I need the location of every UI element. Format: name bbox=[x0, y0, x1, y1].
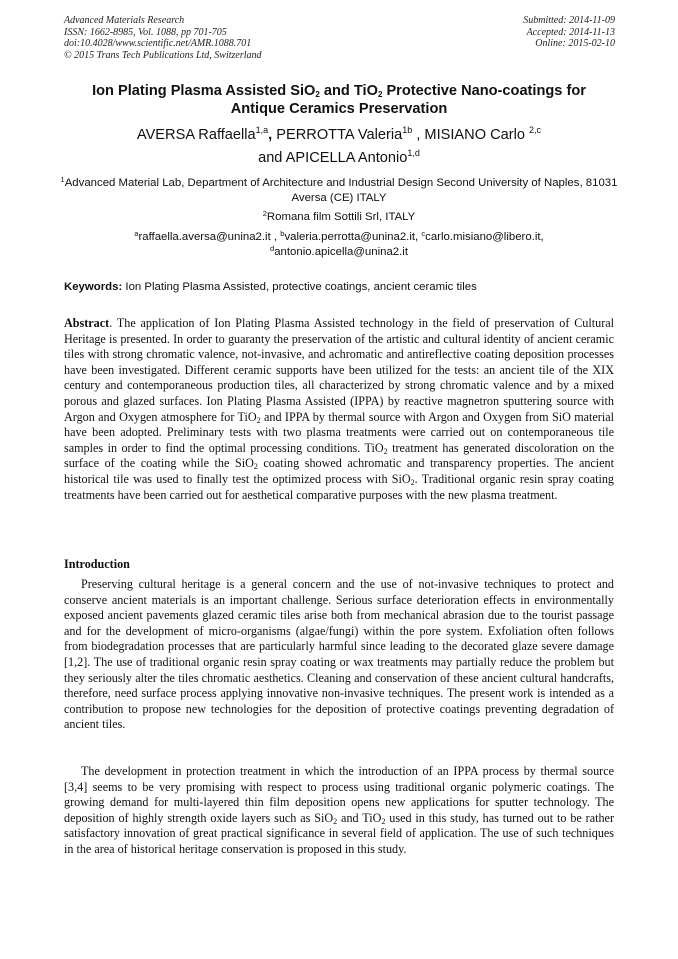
email-superscript: d bbox=[270, 243, 275, 253]
keywords-text: Ion Plating Plasma Assisted, protective coatings, ancient ceramic tiles bbox=[122, 281, 477, 293]
email-superscript: b bbox=[280, 229, 285, 238]
email-address: raffaella.aversa@unina2.it bbox=[138, 231, 271, 243]
paragraph-text: used in this study, has turned out to be rather satisfactory innovation of great practical significance in several field of application. The use of such techniques in the area of historical heritage conservation is proposed in this study. bbox=[64, 810, 614, 856]
email-superscript: c bbox=[421, 229, 426, 238]
author-name: and APICELLA Antonio bbox=[258, 150, 408, 166]
author-superscript: 1,d bbox=[407, 148, 420, 158]
abstract-text: . The application of Ion Plating Plasma Assisted technology in the field of preservation of Cultural Heritage is presented. In order to guaranty the preservation of the artistic and cultural identity of ancient ceramic tiles with strong chromatic valence, not-invasive, and achromatic and antireflective coating deposition processes have been investigated. Different ceramic supports have been utilized for the tests: an ancient tile of the XIX century and contemporaneous production tiles, all characterized by strong chromatic valence and by a mixed porous and glazed surfaces. Ion Plating Plasma Assisted (IPPA) by reactive magnetron sputtering source with Argon and Oxygen atmosphere for TiO bbox=[64, 316, 614, 424]
abstract-label: Abstract bbox=[64, 316, 110, 330]
submitted-date: Submitted: 2014-11-09 bbox=[523, 15, 615, 26]
keywords-label: Keywords: bbox=[64, 281, 123, 293]
title-subscript: 2 bbox=[377, 90, 383, 99]
journal-header-left bbox=[64, 15, 262, 61]
abstract-subscript: 2 bbox=[253, 462, 258, 472]
abstract-subscript: 2 bbox=[256, 415, 261, 425]
introduction-paragraph-1: Preserving cultural heritage is a general concern and the use of not-invasive techniques to protect and conserve ancient materials is an important challenge. Serious surface deterioration effects in environmentally exposed ancient pavements glazed ceramic tiles arise both from mechanical abrasion due to the tourist passage and for the development of micro-organisms (algae/fungi) within the pore system. Exfoliation often follows from biodegradation processes that are particularly harmful since leading to the decorated glaze severe damage [1,2]. The use of traditional organic resin spray coating or wax treatments may partially reduce the problem but they seriously alter the tiles chromatic aesthetics. Cleaning and conservation of these ancient cultural handcrafts, therefore, need surface process applying innovative non-invasive techniques. The present work is intended as a contribution to propose new technologies for the deposition of protective coatings preventing degradation of ancient tiles. bbox=[64, 577, 614, 732]
abstract-text: coating showed achromatic and transparency properties. The ancient historical tile was used to finally test the optimized process with SiO bbox=[64, 456, 614, 486]
title-part: and TiO bbox=[319, 83, 378, 99]
author-superscript: 1,a bbox=[255, 125, 269, 135]
author-list bbox=[40, 124, 638, 170]
author-superscript: 1b bbox=[402, 125, 413, 135]
title-part: Ion Plating Plasma Assisted SiO bbox=[92, 83, 316, 99]
email-address: valeria.perrotta@unina2.it, bbox=[284, 231, 419, 243]
affiliation-1 bbox=[60, 176, 618, 205]
title-part: Protective Nano-coatings for bbox=[382, 83, 586, 99]
affiliation-superscript: 2 bbox=[262, 209, 267, 218]
abstract-text: and IPPA by thermal source with Argon and Oxygen from SiO material have been adopted. Preliminary tests with two plasma treatments were carried out on contemporaneous tile samples in order to find the optimal processing conditions. TiO bbox=[64, 409, 614, 455]
paragraph-subscript: 2 bbox=[381, 816, 386, 826]
email-address: antonio.apicella@unina2.it bbox=[274, 245, 408, 258]
author-separator: , bbox=[268, 127, 273, 143]
abstract-text: treatment has generated discoloration on the surface of the coating while the SiO bbox=[64, 440, 614, 471]
section-heading-introduction: Introduction bbox=[64, 557, 130, 571]
accepted-date: Accepted: 2014-11-13 bbox=[526, 26, 615, 38]
affiliation-superscript: 1 bbox=[60, 175, 65, 184]
title-subscript: 2 bbox=[315, 90, 320, 99]
email-superscript: a bbox=[134, 229, 139, 238]
abstract-subscript: 2 bbox=[410, 477, 415, 487]
online-date: Online: 2015-02-10 bbox=[535, 38, 615, 49]
author-name: PERROTTA Valeria bbox=[272, 127, 403, 143]
abstract bbox=[64, 316, 614, 503]
title-part: Antique Ceramics Preservation bbox=[230, 101, 448, 117]
author-name: , MISIANO Carlo bbox=[412, 127, 530, 143]
abstract-text: . Traditional organic resin spray coating treatments have been carried out for aesthetical comparative purposes with the new plasma treatment. bbox=[64, 471, 614, 502]
journal-name: Advanced Materials Research bbox=[64, 15, 185, 26]
paper-title bbox=[40, 82, 638, 118]
email-separator: , bbox=[270, 231, 281, 243]
paragraph-subscript: 2 bbox=[333, 816, 338, 826]
journal-header-right bbox=[523, 15, 615, 50]
abstract-subscript: 2 bbox=[383, 446, 388, 456]
affiliation-2 bbox=[60, 210, 618, 225]
journal-copyright: © 2015 Trans Tech Publications Ltd, Switzerland bbox=[64, 49, 262, 61]
author-superscript: 2,c bbox=[529, 125, 542, 135]
affiliation-text: Advanced Material Lab, Department of Architecture and Industrial Design Second University of Naples, 81031 Aversa (CE) ITALY bbox=[64, 177, 618, 204]
paragraph-text: The development in protection treatment in which the introduction of an IPPA process by thermal source [3,4] seems to be very promising with respect to process using traditional organic polymeric coatings. The growing demand for multi-layered thin film deposition opens new applications for sputter technology. The deposition of highly strength oxide layers such as SiO bbox=[64, 764, 614, 825]
journal-doi: doi:10.4028/www.scientific.net/AMR.1088.701 bbox=[64, 38, 252, 49]
affiliation-text: Romana film Sottili Srl, ITALY bbox=[266, 211, 416, 223]
paragraph-text: and TiO bbox=[337, 810, 382, 825]
keywords bbox=[64, 280, 620, 294]
introduction-paragraph-2 bbox=[64, 764, 614, 858]
author-emails bbox=[60, 230, 618, 259]
author-name: AVERSA Raffaella bbox=[136, 127, 256, 143]
journal-issn: ISSN: 1662-8985, Vol. 1088, pp 701-705 bbox=[64, 26, 227, 38]
email-address: carlo.misiano@libero.it, bbox=[425, 231, 544, 243]
